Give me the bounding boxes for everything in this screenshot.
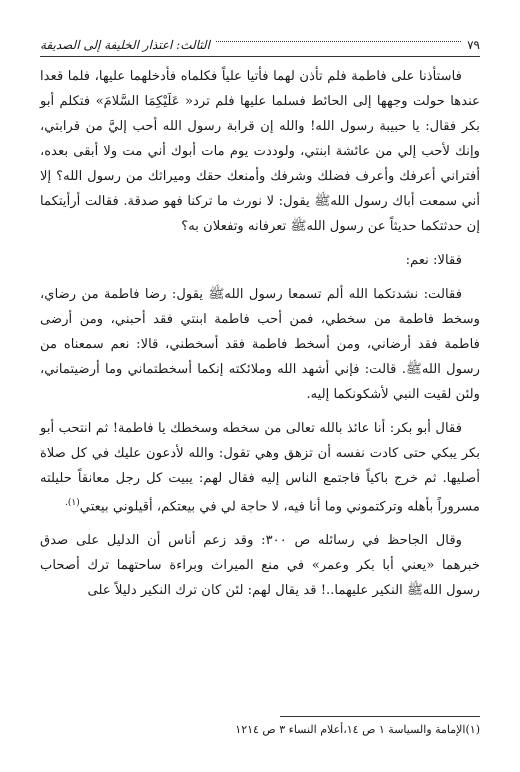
text-line: خبرهما «يعني أبا بكر وعمر» في منع الميراث وبراءة ساحتهما ترك أصحاب — [40, 558, 480, 574]
text-line: أفتراني أعرفك وأعرف فضلك وشرفك وأمنعك حقك وميراثك من رسول الله؟ — [56, 169, 480, 184]
paragraph-4 — [40, 416, 480, 519]
text-line: معانقاً حليلته مسروراً بأهله وتركتموني وما أنا فيه، لا حاجة لي في بيعتكم، — [40, 471, 480, 515]
text-line: رسول اللهﷺ النكير عليهما..! قد يقال لهم: لئن كان ترك النكير دليلاً على — [87, 583, 480, 599]
text-line: رسول اللهﷺ. قالت: فإني أشهد الله وملائكته إنكما أسخطتماني وما أرضيتماني، — [40, 362, 480, 377]
page-number: ٧٩ — [467, 38, 480, 52]
text-line: إلا أني سمعت أباك رسول اللهﷺ يقول: لا نورث ما تركنا فهو صدقة. فقالت — [40, 169, 480, 209]
text-line: فقال أبو بكر: أنا عائذ بالله تعالى من سخطه وسخطك يا فاطمة! ثم انتحب — [58, 421, 462, 436]
text-line: أقيلوني بيعتي — [79, 499, 153, 515]
running-title: الثالث: اعتذار الخليفة إلى الصديقة — [40, 38, 210, 52]
text-line: وسخط فاطمة من سخطي، فمن أحب فاطمة ابنتي فقد أحبني، ومن أرضى — [40, 312, 480, 327]
paragraph-5 — [40, 528, 480, 603]
paragraph-3 — [40, 282, 480, 407]
footnote-rule — [280, 716, 480, 717]
text-line: فقال: يا حبيبة رسول الله! والله إن قرابة رسول الله أحب إليَّ من قرابتي، وإنك — [40, 119, 480, 159]
text-line: كل صلاة أصليها. ثم خرج باكياً فاجتمع الناس إليه فقال لهم: يبيت كل رجل — [40, 446, 480, 486]
text-line: ولئن لقيت النبي لأشكونكما إليه. — [306, 387, 480, 402]
text-line: فاطمة فقد أرضاني، ومن أسخط فاطمة فقد أسخطني، قالا: نعم سمعناه من — [40, 337, 480, 352]
header-rule — [40, 56, 480, 57]
paragraph-1 — [40, 64, 480, 239]
text-line: عندها حولت وجهها إلى الحائط فسلما عليها فلم ترد« عَلَيْكِمَا السَّلامَ» فتكلم أبو بكر — [40, 94, 480, 134]
text-line: أبو بكر يبكي حتى كادت نفسه أن تزهق وهي تقول: والله لأدعون عليك في — [40, 421, 480, 461]
text-line: فاستأذنا على فاطمة فلم تأذن لهما فأتيا علياً فكلماه فأدخلهما عليها، فلما قعدا — [40, 69, 462, 84]
body-text — [40, 64, 480, 603]
text-line: وقال الجاحظ في رسائله ص ٣٠٠: وقد زعم أناس أن الدليل على صدق — [40, 533, 462, 549]
paragraph-2 — [40, 248, 480, 273]
page-header — [40, 30, 480, 52]
text-line: فقالت: نشدتكما الله ألم تسمعا رسول اللهﷺ يقول: رضا فاطمة من رضاي، — [40, 287, 462, 302]
text-line: لأحب إلي من عائشة ابنتي، ولوددت يوم مات أبوك أني مت ولا أبقى بعده، — [40, 144, 451, 159]
footnote: (١)الإمامة والسياسة ١ ص ١٤،أعلام النساء ٣ ص ١٢١٤ — [235, 723, 480, 736]
text-line: فقالا: نعم: — [405, 253, 462, 268]
text-line: أرأيتكما إن حدثتكما حديثاً عن رسول اللهﷺ تعرفانه وتفعلان به؟ — [40, 194, 480, 234]
header-dot-leader — [216, 41, 461, 42]
footnote-reference[interactable]: (١). — [64, 498, 80, 508]
